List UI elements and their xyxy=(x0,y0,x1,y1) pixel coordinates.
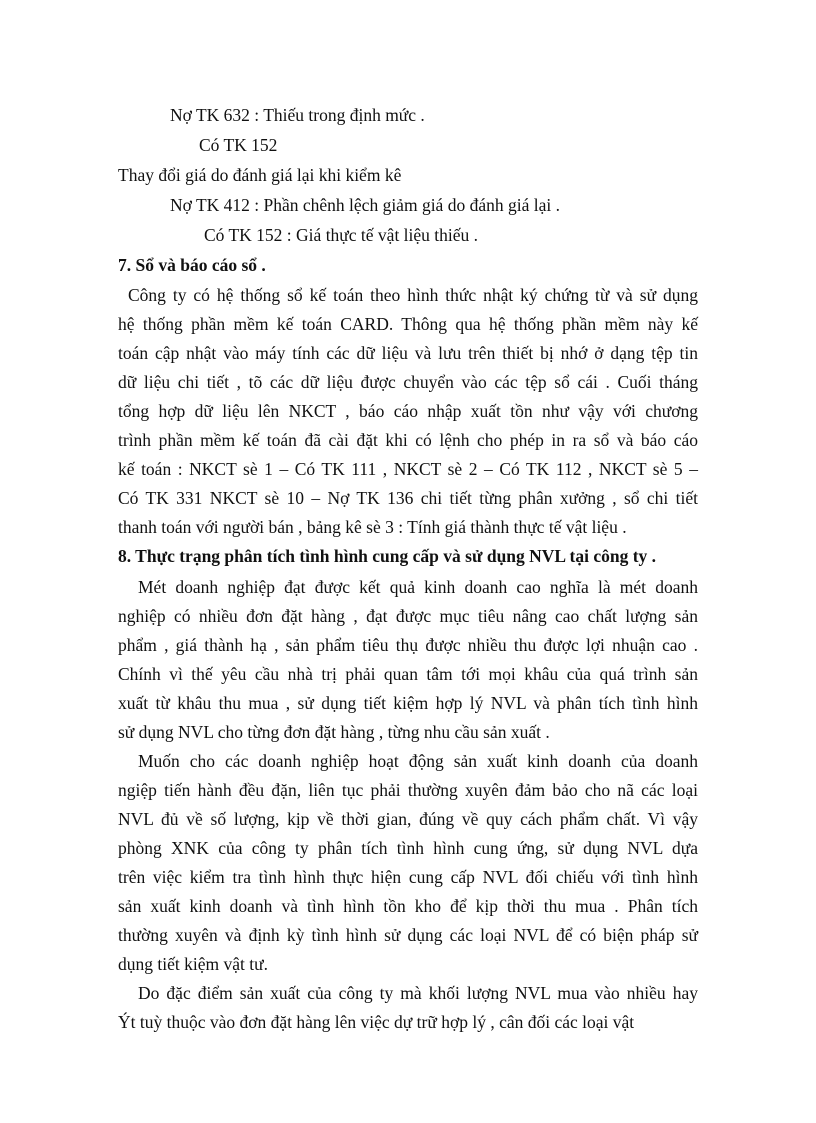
section-7-line: Có TK 331 NKCT sè 10 – Nợ TK 136 chi tiết từng phân xưởng , sổ chi tiết xyxy=(118,488,698,508)
section-8-para3-line: Ýt tuỳ thuộc vào đơn đặt hàng lên việc dự trữ hợp lý , cân đối các loại vật xyxy=(118,1012,635,1032)
section-8-para2-line: sản xuất kinh doanh và tình hình tồn kho để kịp thời thu mua . Phân tích xyxy=(118,896,698,916)
section-8-para1-line: phẩm , giá thành hạ , sản phẩm tiêu thụ được nhiều thu được lợi nhuận cao . xyxy=(118,635,698,655)
section-8-para2-line: ngiệp tiến hành đều đặn, liên tục phải thường xuyên đảm bảo cho nã các loại xyxy=(118,780,698,800)
section-8-para1-line: sử dụng NVL cho từng đơn đặt hàng , từng nhu cầu sản xuất . xyxy=(118,722,550,742)
section-8-heading: 8. Thực trạng phân tích tình hình cung cấp và sử dụng NVL tại công ty . xyxy=(118,546,657,566)
section-7-line: dữ liệu chi tiết , tõ các dữ liệu được chuyển vào các tệp sổ cái . Cuối tháng xyxy=(118,372,698,392)
section-7-heading: 7. Sổ và báo cáo sổ . xyxy=(118,255,266,275)
entry-credit-152-shortage: Có TK 152 : Giá thực tế vật liệu thiếu . xyxy=(204,225,479,245)
section-7-line: kế toán : NKCT sè 1 – Có TK 111 , NKCT sè 2 – Có TK 112 , NKCT sè 5 – xyxy=(118,459,698,479)
section-7-line: hệ thống phần mềm kế toán CARD. Thông qua hệ thống phần mềm này kế xyxy=(118,314,698,334)
section-8-para1-line: nghiệp có nhiều đơn đặt hàng , đạt được mục tiêu nâng cao chất lượng sản xyxy=(118,606,698,626)
entry-debit-412: Nợ TK 412 : Phần chênh lệch giảm giá do đánh giá lại . xyxy=(170,195,560,215)
section-8-para2-line: Muốn cho các doanh nghiệp hoạt động sản xuất kinh doanh của doanh xyxy=(138,751,698,771)
entry-debit-632: Nợ TK 632 : Thiếu trong định mức . xyxy=(170,105,425,125)
section-7-line: thanh toán với người bán , bảng kê sè 3 : Tính giá thành thực tế vật liệu . xyxy=(118,517,627,537)
section-8-para2-line: trên việc kiểm tra tình hình thực hiện cung cấp NVL đối chiếu với tình hình xyxy=(118,867,698,887)
entry-credit-152: Có TK 152 xyxy=(199,135,278,155)
section-8-para2-line: phòng XNK của công ty phân tích tình hình cung ứng, sử dụng NVL dựa xyxy=(118,838,698,858)
section-7-line: toán cập nhật vào máy tính các dữ liệu và lưu trên thiết bị nhớ ở dạng tệp tin xyxy=(118,343,698,363)
section-8-para2-line: NVL đủ về số lượng, kịp về thời gian, đúng về quy cách phẩm chất. Vì vậy xyxy=(118,809,698,829)
section-7-line: trình phần mềm kế toán đã cài đặt khi có lệnh cho phép in ra sổ và báo cáo xyxy=(118,430,698,450)
section-8-para3-line: Do đặc điểm sản xuất của công ty mà khối lượng NVL mua vào nhiều hay xyxy=(138,983,698,1003)
section-8-para1-line: Mét doanh nghiệp đạt được kết quả kinh doanh cao nghĩa là mét doanh xyxy=(138,577,698,597)
section-8-para1-line: xuất từ khâu thu mua , sử dụng tiết kiệm hợp lý NVL và phân tích tình hình xyxy=(118,693,698,713)
section-8-para1-line: Chính vì thế yêu cầu nhà trị phải quan tâm tới mọi khâu của quá trình sản xyxy=(118,664,698,684)
section-7-line: tổng hợp dữ liệu lên NKCT , báo cáo nhập xuất tồn như vậy với chương xyxy=(118,401,698,421)
section-8-para2-line: thường xuyên và định kỳ tình hình sử dụng các loại NVL để có biện pháp sử xyxy=(118,925,698,945)
section-7-line: Công ty có hệ thống sổ kế toán theo hình thức nhật ký chứng từ và sử dụng xyxy=(128,285,698,305)
section-8-para2-line: dụng tiết kiệm vật tư. xyxy=(118,954,268,974)
entry-revaluation-note: Thay đổi giá do đánh giá lại khi kiểm kê xyxy=(118,165,402,185)
